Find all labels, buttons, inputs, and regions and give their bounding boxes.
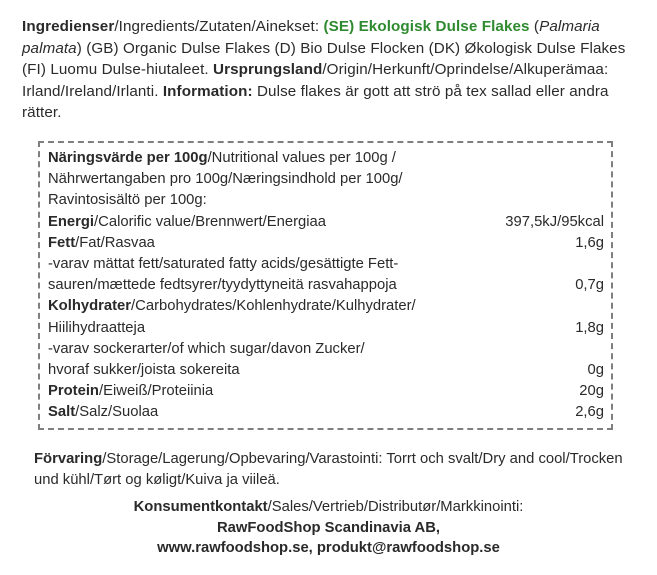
origin-label: Ursprungsland — [213, 61, 323, 78]
sugar-value: 0g — [587, 361, 604, 378]
energy-row — [48, 212, 608, 233]
carbohydrate-value: 1,8g — [575, 319, 604, 336]
sugar-row — [48, 360, 608, 381]
energy-label: Energi — [48, 213, 95, 230]
salt-value: 2,6g — [575, 404, 604, 421]
sugar-line-1: -varav sockerarter/of which sugar/davon Zucker/ — [48, 340, 365, 357]
carbohydrate-row — [48, 318, 608, 339]
salt-label: Salt — [48, 404, 76, 421]
information-text: Dulse flakes är gott att strö på tex sallad eller andra rätter. — [22, 82, 609, 121]
salt-translations: /Salz/Suolaa — [75, 404, 159, 421]
ingredients-title: Ingredienser — [22, 18, 115, 35]
energy-value: 397,5kJ/95kcal — [505, 213, 604, 230]
protein-row — [48, 381, 608, 402]
website-email: www.rawfoodshop.se, produkt@rawfoodshop.se — [157, 540, 500, 556]
fat-value: 1,6g — [575, 234, 604, 251]
nutrition-header-line-1 — [48, 148, 608, 169]
latin-name: Palmaria palmata — [22, 18, 600, 57]
ingredients-title-translations: /Ingredients/Zutaten/Ainekset: — [114, 18, 324, 35]
ingredients-section — [22, 16, 634, 124]
origin-text: /Origin/Herkunft/Oprindelse/Alkuperämaa: Irland/Ireland/Irlanti. — [22, 61, 609, 100]
nutrition-header-line-2: Nährwertangaben pro 100g/Næringsindhold per 100g/ — [48, 171, 403, 188]
carbohydrate-line-1 — [48, 296, 608, 317]
sugar-line-2: hvoraf sukker/joista sokereita — [48, 361, 240, 378]
company-name: RawFoodShop Scandinavia AB, — [216, 519, 441, 536]
fat-label: Fett — [48, 234, 76, 251]
energy-translations: /Calorific value/Brennwert/Energiaa — [94, 213, 326, 230]
fat-row — [48, 233, 608, 254]
carbohydrate-line-2: Hiilihydraatteja — [48, 319, 146, 336]
fat-translations: /Fat/Rasvaa — [75, 234, 155, 251]
nutrition-header-line-3: Ravintosisältö per 100g: — [48, 192, 207, 209]
contact-section — [0, 497, 657, 559]
protein-translations: /Eiweiß/Proteiinia — [98, 383, 214, 400]
saturated-fat-row — [48, 275, 608, 296]
paren-open: ( — [533, 18, 540, 35]
product-translations: ) (GB) Organic Dulse Flakes (D) Bio Dulse Flocken (DK) Økologisk Dulse Flakes (FI) Luomu Dulse-hiutaleet. — [22, 39, 626, 78]
carbohydrate-label: Kolhydrater — [48, 298, 132, 315]
storage-label: Förvaring — [34, 451, 103, 467]
storage-text: /Storage/Lagerung/Opbevaring/Varastointi: Torrt och svalt/Dry and cool/Trocken und kühl/Tørt og køligt/Kuiva ja viileä. — [34, 451, 623, 488]
nutrition-table — [38, 141, 613, 430]
protein-label: Protein — [48, 383, 99, 400]
product-name-se: (SE) Ekologisk Dulse Flakes — [323, 18, 530, 35]
saturated-fat-line-2: sauren/mættede fedtsyrer/tyydyttyneitä rasvahappoja — [48, 277, 397, 294]
nutrition-header-label: Näringsvärde per 100g — [48, 150, 208, 166]
storage-section — [34, 449, 639, 490]
carbohydrate-translations: /Carbohydrates/Kohlenhydrate/Kulhydrater/ — [131, 298, 416, 315]
saturated-fat-value: 0,7g — [575, 277, 604, 294]
contact-label-translations: /Sales/Vertrieb/Distributør/Markkinointi: — [267, 499, 524, 515]
contact-line-1 — [0, 497, 657, 518]
saturated-fat-line-1: -varav mättat fett/saturated fatty acids/gesättigte Fett- — [48, 255, 399, 272]
protein-value: 20g — [579, 383, 604, 400]
salt-row — [48, 402, 608, 423]
information-label: Information: — [162, 82, 253, 100]
nutrition-header-rest: /Nutritional values per 100g / — [207, 150, 396, 166]
contact-label: Konsumentkontakt — [133, 499, 268, 515]
